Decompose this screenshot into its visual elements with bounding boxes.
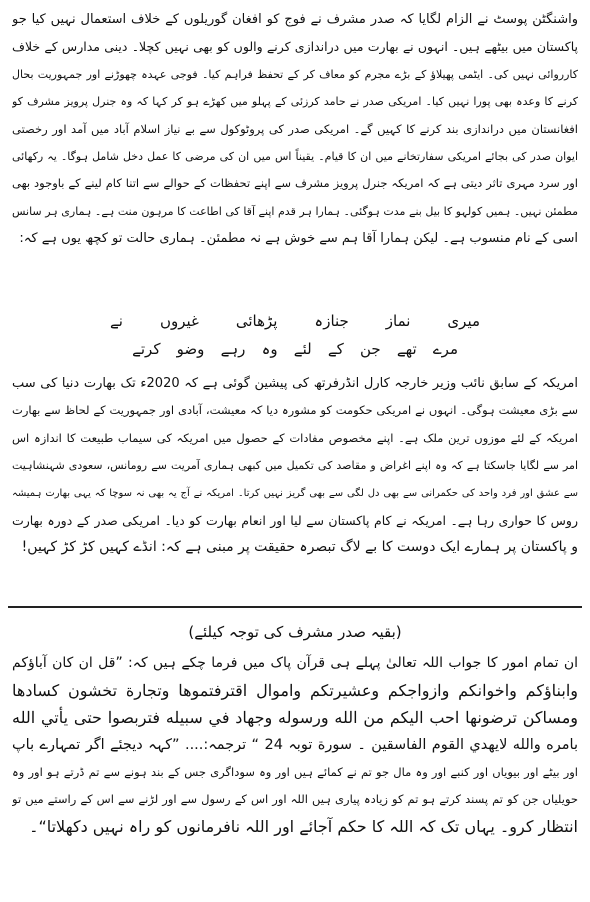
section-divider — [8, 606, 582, 608]
section-line: ان تمام امور کا جواب اللہ تعالیٰ پہلے ہی قرآن پاک میں فرما چکے ہیں کہ: ”قل ان کان آباؤکم — [12, 655, 578, 671]
article-line: افغانستان میں دراندازی بند کرنے کا کہیں گے۔ امریکی صدر کی پروٹوکول سے بے نیاز اسلام آباد میں آمد اور رخصتی — [12, 121, 578, 136]
section-body — [12, 650, 578, 840]
article-body-part-1 — [12, 6, 578, 253]
article-line: اور سرد مہری تاثر دیتی ہے کہ امریکہ جنرل پرویز مشرف سے اپنے تحفظات کے حوالے سے اتنا کام لینے کے باوجود بھی — [12, 176, 578, 191]
section-line: حویلیاں جن کو تم پسند کرتے ہو تم کو زیادہ پیاری ہیں اللہ اور اس کے رسول سے اور لڑنے سے اس کے راستے میں تو — [12, 791, 578, 806]
article-line: اسی کے نام منسوب ہے۔ لیکن ہمارا آقا ہم سے خوش ہے نہ مطمئن۔ ہماری حالت تو کچھ یوں ہے کہ: — [19, 231, 578, 247]
verse-word: تھے — [396, 340, 417, 358]
verse-line-1 — [110, 312, 480, 330]
verse-word: وضو — [176, 340, 205, 358]
article-line: ایوان صدر کی بجائے امریکی سفارتخانے میں ان کا قیام۔ یقیناً اس میں ان کی مرضی کا عمل دخل شامل ہوگا۔ یہ رکھائی — [12, 149, 578, 163]
verse-word: میری — [447, 312, 480, 330]
article-line: کرنے کا وعدہ بھی پورا نہیں کیا۔ امریکی صدر نے حامد کرزئی کے پہلو میں کھڑے ہو کر کہا کہ وہ جنرل پرویز مشرف کو — [12, 95, 578, 109]
article-line: واشنگٹن پوسٹ نے الزام لگایا کہ صدر مشرف نے فوج کو افغان گوریلوں کے خلاف استعمال نہیں کیا جو — [12, 12, 578, 27]
article-line: مطمئن نہیں۔ ہمیں کولہو کا بیل بنے مدت ہوگئی۔ ہمارا ہر قدم اپنے آقا کی اطاعت کا مرہون منت ہے۔ ہماری ہر سانس — [12, 204, 578, 218]
quran-verse-line: ومساكن ترضونها احب اليكم من الله ورسوله وجهاد في سبيله فتربصوا حتى يأتي الله — [12, 708, 578, 728]
article-body-part-2 — [12, 370, 578, 562]
section-title: (بقیہ صدر مشرف کی توجہ کیلئے) — [188, 623, 402, 641]
section-line: انتظار کرو۔ یہاں تک کہ اللہ کا حکم آجائے اور اللہ نافرمانوں کو راہ نہیں دکھلاتا“۔ — [29, 817, 578, 837]
quran-verse-line: وابناؤکم واخوانکم وازواجکم وعشیرتکم واموال اقترفتموها وتجارة تخشون كسادها — [12, 681, 578, 701]
article-line: و پاکستان پر ہمارے ایک دوست کا بے لاگ تبصرہ حقیقت پر مبنی ہے کہ: انڈے کہیں کڑ کڑ کہیں! — [21, 539, 578, 556]
article-line: پاکستان میں بیٹھے ہیں۔ انہوں نے بھارت میں دراندازی کرنے والوں کو بھی نہیں کچلا۔ دینی مدارس کے خلاف — [12, 39, 578, 55]
verse-word: نماز — [385, 312, 411, 330]
article-line: امر سے لگایا جاسکتا ہے کہ وہ اپنے اغراض و مقاصد کی تکمیل میں کبھی ہماری آمریت سے رومانس، سعودی شہنشاہیت — [12, 459, 578, 473]
verse-word: وہ — [261, 340, 278, 358]
verse-word: مرے — [432, 340, 458, 358]
verse-word: رہے — [220, 340, 246, 358]
verse-word: جن — [359, 340, 381, 358]
verse-word: غیروں — [159, 312, 199, 330]
verse-word: جنازہ — [314, 312, 349, 330]
article-line: کارروائی نہیں کی۔ ایٹمی پھیلاؤ کے بڑے مجرم کو معاف کر کے تحفظ فراہم کیا۔ فوجی عہدہ چھوڑنے اور جمہوریت بحال — [12, 67, 578, 81]
article-line: سے عشق اور فرد واحد کی حکمرانی سے بھی دل لگی سے بھی گریز نہیں کرتا۔ امریکہ نے آج یہ بھی نہ سوچا کہ یہی بھارت ہمیشہ — [12, 487, 578, 499]
article-line: امریکہ کے سابق نائب وزیر خارجہ کارل انڈرفرتھ کی پیشین گوئی ہے کہ 2020ء تک بھارت دنیا کی سب — [12, 376, 578, 391]
verse-line-2 — [132, 340, 458, 358]
article-line: امریکہ کے لئے موزوں ترین ملک ہے۔ اپنے مخصوص مفادات کے حصول میں امریکہ کی سیماب طبیعت کا اندازہ اس — [12, 430, 578, 445]
section-line: اور بیٹے اور بیویاں اور کنبے اور وہ مال جو تم نے کمائے ہیں اور وہ سوداگری جس کے بند ہونے سے تم ڈرتے ہو اور وہ — [12, 764, 578, 779]
verse-word: لئے — [293, 340, 312, 358]
verse-word: کے — [327, 340, 344, 358]
section-line: بامره والله لايهدي القوم الفاسقين ۔ سورة توبہ 24 “ ترجمہ:.... ”کہہ دیجئے اگر تمہارے باپ — [12, 736, 578, 753]
article-line: روس کا حواری رہا ہے۔ امریکہ نے کام پاکستان سے لیا اور انعام بھارت کو دیا۔ امریکی صدر کے دورہ بھارت — [12, 512, 578, 528]
article-line: سے بڑی معیشت ہوگی۔ انہوں نے امریکی حکومت کو مشورہ دیا کہ معیشت، آبادی اور جمہوریت کے لحاظ سے بھارت — [12, 403, 578, 418]
verse-word: پڑھائی — [235, 312, 278, 330]
verse-word: نے — [110, 312, 123, 330]
verse-word: کرتے — [132, 340, 161, 358]
